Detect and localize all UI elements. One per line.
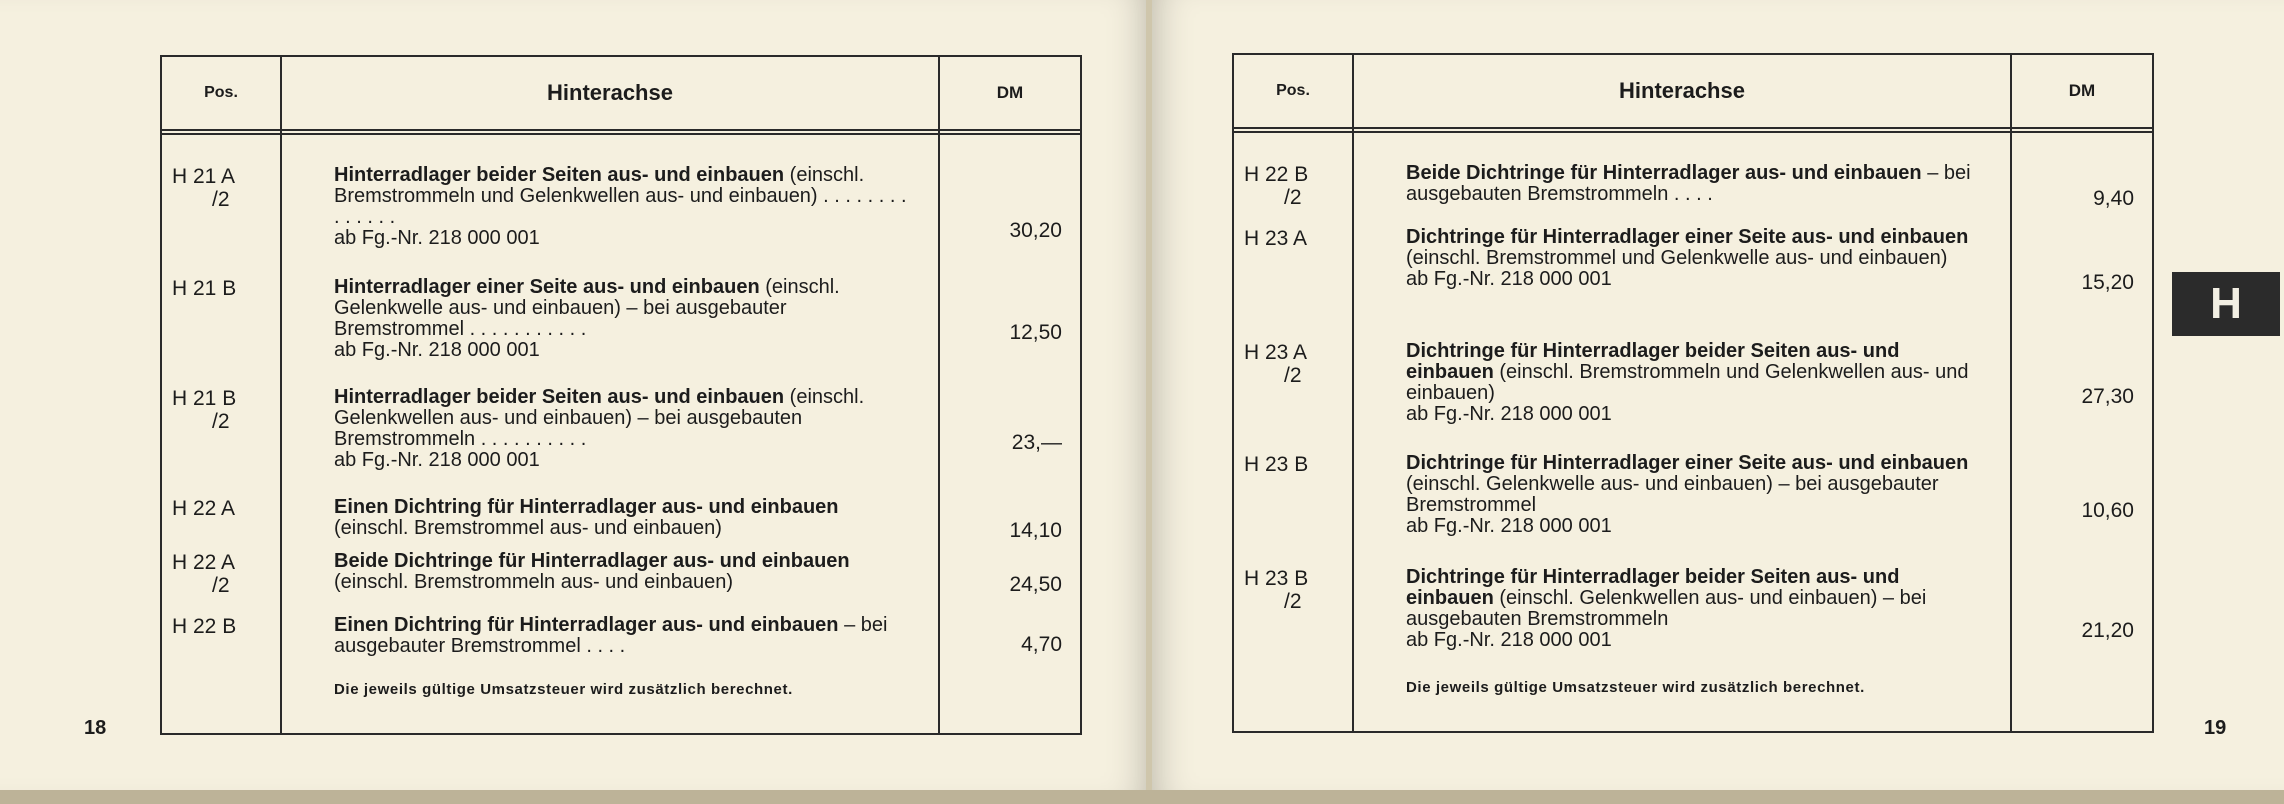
column-header-title: Hinterachse [547,80,673,105]
header-divider-double [162,133,1080,135]
price-value: 23,— [1011,431,1062,454]
page-bottom-edge [0,790,2284,804]
position-code: H 21 B /2 [172,387,237,433]
position-code: H 22 A [172,497,236,520]
work-description: Dichtringe für Hinterradlager beider Seiten aus- und einbauen (einschl. Bremstrommeln und Gelenkwellen aus- und einbauen) ab Fg.-Nr. 218 000 001 [1406,340,1969,425]
price-value: 9,40 [2093,187,2134,210]
work-description: Einen Dichtring für Hinterradlager aus- und einbauen – bei ausgebauter Bremstrommel . . . . [334,614,888,657]
work-description: Dichtringe für Hinterradlager einer Seite aus- und einbauen (einschl. Bremstrommel und Gelenkwelle aus- und einbauen) ab Fg.-Nr. 218 000 001 [1406,226,1969,290]
position-code: H 23 B [1244,453,1309,476]
column-header-dm: DM [996,83,1024,102]
price-value: 4,70 [1021,633,1062,656]
price-table-left [160,55,1082,735]
price-value: 10,60 [2081,499,2134,522]
position-code: H 23 B /2 [1244,567,1309,613]
position-code: H 21 B [172,277,237,300]
work-description: Einen Dichtring für Hinterradlager aus- und einbauen (einschl. Bremstrommel aus- und einbauen) [334,496,839,539]
column-divider-pos [280,57,282,733]
page-number: 18 [84,717,107,739]
header-divider [162,129,1080,131]
column-header-title: Hinterachse [1619,78,1745,103]
work-description: Dichtringe für Hinterradlager einer Seite aus- und einbauen (einschl. Gelenkwelle aus- und einbauen) – bei ausgebauter Bremstrommel ab Fg.-Nr. 218 000 001 [1406,452,1969,537]
work-description: Beide Dichtringe für Hinterradlager aus- und einbauen (einschl. Bremstrommeln aus- und einbauen) [334,550,850,593]
price-value: 27,30 [2081,385,2134,408]
work-description: Hinterradlager einer Seite aus- und einbauen (einschl. Gelenkwelle aus- und einbauen) – bei ausgebauter Bremstrommel . . . . . . . . . . . ab Fg.-Nr. 218 000 001 [334,276,840,361]
header-divider-double [1234,131,2152,133]
position-code: H 22 A /2 [172,551,236,597]
price-value: 15,20 [2081,271,2134,294]
position-code: H 23 A /2 [1244,341,1308,387]
page-number: 19 [2204,717,2227,739]
work-description: Beide Dichtringe für Hinterradlager aus- und einbauen – bei ausgebauten Bremstrommeln . . . . [1406,162,1971,205]
position-code: H 21 A /2 [172,165,236,211]
tax-note: Die jeweils gültige Umsatzsteuer wird zusätzlich berechnet. [1406,679,1865,696]
position-code: H 22 B [172,615,237,638]
section-tab-h: H [2172,272,2280,336]
tax-note: Die jeweils gültige Umsatzsteuer wird zusätzlich berechnet. [334,681,793,698]
work-description: Hinterradlager beider Seiten aus- und einbauen (einschl. Gelenkwellen aus- und einbauen) – bei ausgebauten Bremstrommeln . . . . . . . . . . ab Fg.-Nr. 218 000 001 [334,386,865,471]
column-header-pos: Pos. [204,84,238,101]
header-divider [1234,127,2152,129]
position-code: H 23 A [1244,227,1308,250]
left-page [0,0,1148,790]
position-code: H 22 B /2 [1244,163,1309,209]
price-value: 24,50 [1009,573,1062,596]
work-description: Dichtringe für Hinterradlager beider Seiten aus- und einbauen (einschl. Gelenkwellen aus- und einbauen) – bei ausgebauten Bremstrommeln ab Fg.-Nr. 218 000 001 [1406,566,1927,651]
column-divider-pos [1352,55,1354,731]
price-value: 30,20 [1009,219,1062,242]
column-header-pos: Pos. [1276,82,1310,99]
price-value: 12,50 [1009,321,1062,344]
price-table-right [1232,53,2154,733]
price-value: 21,20 [2081,619,2134,642]
price-value: 14,10 [1009,519,1062,542]
column-divider-dm [938,57,940,733]
column-header-dm: DM [2068,81,2096,100]
work-description: Hinterradlager beider Seiten aus- und einbauen (einschl. Bremstrommeln und Gelenkwellen aus- und einbauen) . . . . . . . . . . . . . . ab Fg.-Nr. 218 000 001 [334,164,907,249]
